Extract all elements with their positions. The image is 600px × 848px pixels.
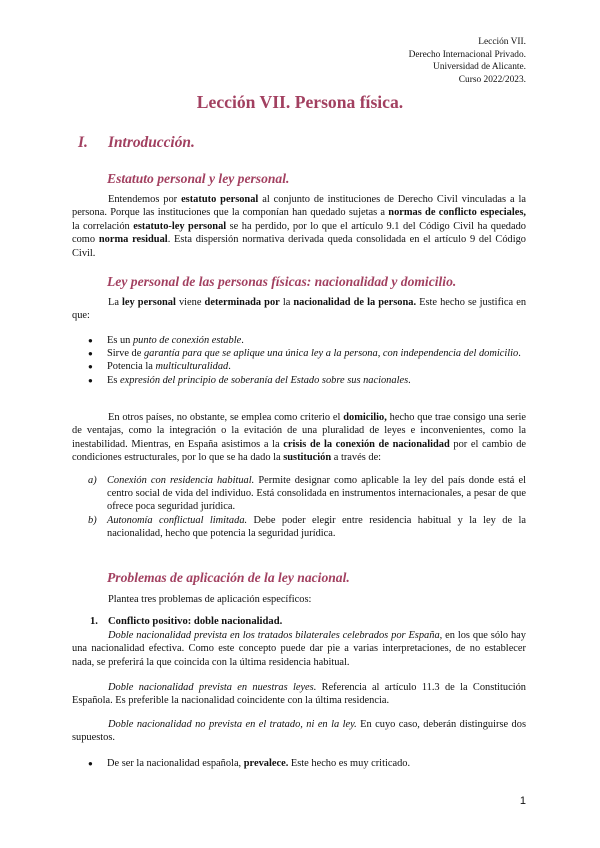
paragraph-tratados: Doble nacionalidad prevista en los tratados bilaterales celebrados por España, en los que sólo hay una nacionalidad efectiva. Como este concepto puede dar pie a varias interpretaciones, de no establecer nada, se preferirá la que coincida con la última residencia habitual. [72, 630, 526, 668]
numbered-heading-doble-nacionalidad: 1. Conflicto positivo: doble nacionalidad. [90, 616, 283, 627]
page-title: Lección VII. Persona física. [196, 92, 404, 112]
section-heading [78, 134, 195, 152]
supuestos-list [88, 757, 526, 770]
header-university: Universidad de Alicante. [433, 62, 526, 73]
header-lesson: Lección VII. [478, 37, 526, 47]
header-course: Curso 2022/2023. [458, 74, 526, 85]
subheading-problemas: Problemas de aplicación de la ley nacional. [107, 570, 350, 585]
paragraph-problemas-intro: Plantea tres problemas de aplicación específicos: [108, 594, 312, 605]
page-number: 1 [519, 795, 526, 807]
list-item: a) Conexión con residencia habitual. Permite designar como aplicable la ley del país donde está el centro social de vida del individuo. Está consolidada en instrumentos internacionales, a pesar de que ofrece poca seguridad jurídica. [88, 475, 526, 513]
paragraph-ley-personal: La ley personal viene determinada por la nacionalidad de la persona. Este hecho se justifica en que: [72, 297, 527, 322]
section-title: Introducción. [108, 134, 195, 151]
list-item: ● Potencia la multiculturalidad. [88, 360, 526, 373]
page-header [409, 36, 526, 86]
subheading-estatuto: Estatuto personal y ley personal. [107, 171, 290, 186]
list-item: ● Es un punto de conexión estable. [88, 334, 526, 347]
list-item: ● Es expresión del principio de soberanía del Estado sobre sus nacionales. [88, 374, 526, 387]
subheading-ley-personal: Ley personal de las personas físicas: nacionalidad y domicilio. [107, 274, 457, 289]
header-subject: Derecho Internacional Privado. [408, 49, 526, 60]
list-item: ● De ser la nacionalidad española, prevalece. Este hecho es muy criticado. [88, 757, 526, 770]
justification-list [88, 334, 526, 387]
paragraph-estatuto: Entendemos por estatuto personal al conjunto de instituciones de Derecho Civil vinculadas a la persona. Porque las instituciones que la componían han quedado sujetas a normas de conflicto especiales, la correlación estatuto-ley personal se ha perdido, por lo que el artículo 9.1 del Código Civil ha quedado como norma residual. Esta dispersión normativa derivada queda consolidada en el artículo 9 del Código Civil. [72, 194, 527, 259]
section-number: I. [78, 134, 88, 151]
paragraph-leyes: Doble nacionalidad prevista en nuestras leyes. Referencia al artículo 11.3 de la Constitución Española. Es preferible la nacionalidad coincidente con la última residencia. [72, 682, 526, 707]
list-item: ● Sirve de garantía para que se aplique una única ley a la persona, con independencia del domicilio. [88, 347, 526, 360]
list-item: b) Autonomía conflictual limitada. Debe poder elegir entre residencia habitual y la ley de la nacionalidad, hecho que potencia la seguridad jurídica. [88, 514, 526, 539]
paragraph-no-prevista: Doble nacionalidad no prevista en el tratado, ni en la ley. En cuyo caso, deberán distinguirse dos supuestos. [72, 719, 526, 744]
paragraph-domicilio: En otros países, no obstante, se emplea como criterio el domicilio, hecho que trae consigo una serie de ventajas, como la integración o la evitación de una pluralidad de leyes e inconvenientes, como la inestabilidad. Mientras, en España asistimos a la crisis de la conexión de nacionalidad por el cambio de condiciones estructurales, por lo que se ha dado la sustitución a través de: [72, 412, 527, 464]
alternatives-list [88, 474, 526, 540]
